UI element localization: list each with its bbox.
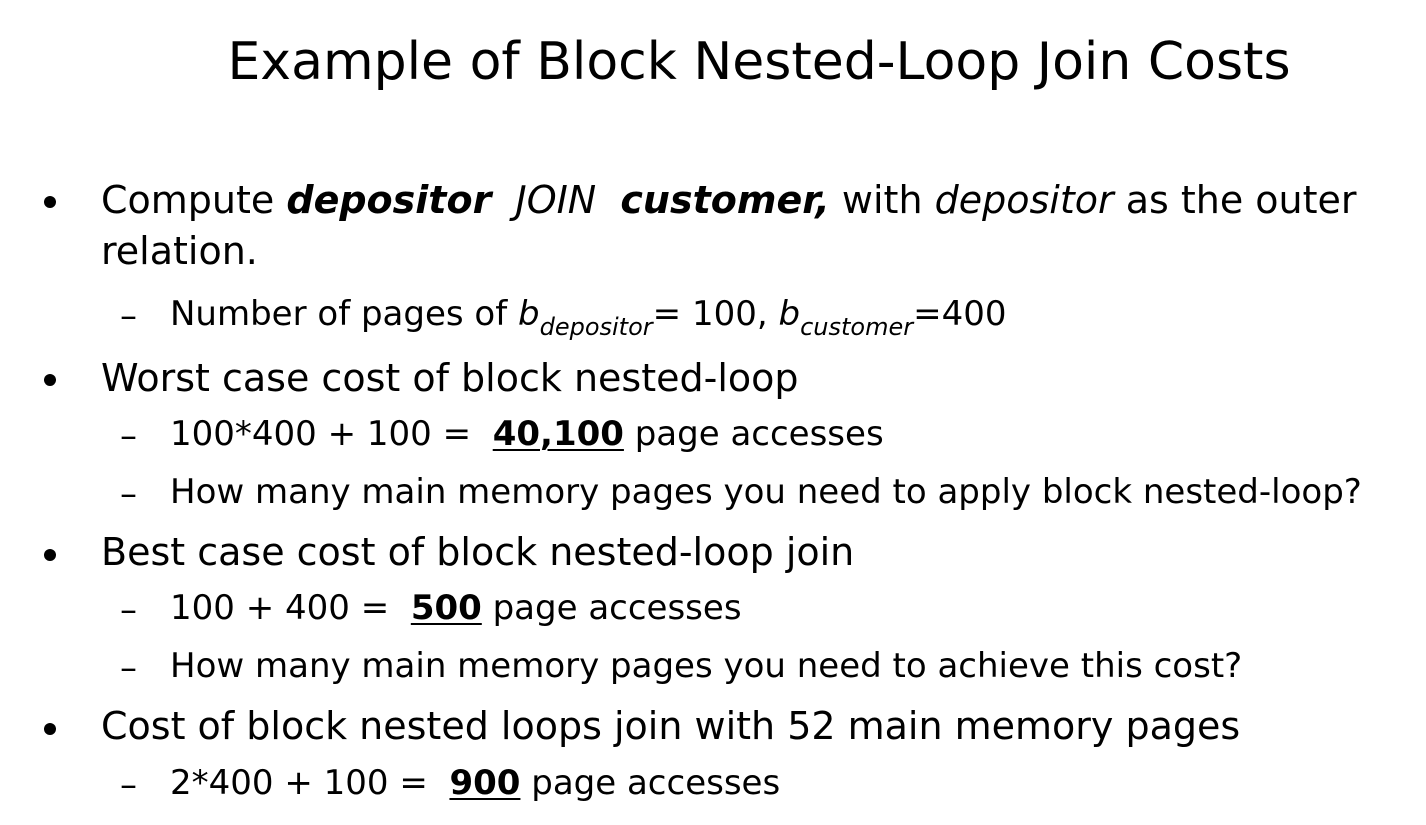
subscript-customer: customer <box>800 313 914 341</box>
sub-bullet-text: page accesses <box>481 588 742 628</box>
dash-marker: – <box>120 296 137 336</box>
sub-bullet-worst-cost <box>170 414 884 454</box>
sub-bullet-52-cost <box>170 763 780 803</box>
sub-bullet-text: 100 + 400 = <box>170 588 400 628</box>
bullet-continuation: relation. <box>101 229 258 273</box>
slide-title: Example of Block Nested-Loop Join Costs <box>227 32 1291 92</box>
bullet-text-join: JOIN <box>515 178 597 222</box>
dash-marker: – <box>120 590 137 630</box>
sub-bullet-question: How many main memory pages you need to apply block nested-loop? <box>170 472 1362 512</box>
bullet-dot <box>44 374 56 386</box>
dash-marker: – <box>120 765 137 805</box>
bullet-dot <box>44 723 56 735</box>
bullet-compute <box>101 178 1357 222</box>
bullet-worst-case: Worst case cost of block nested-loop <box>101 356 799 400</box>
cost-value: 500 <box>410 588 482 628</box>
sub-bullet-text: = 100, <box>652 294 779 334</box>
bullet-text-depositor: depositor <box>286 178 492 222</box>
sub-bullet-text: page accesses <box>623 414 884 454</box>
sub-bullet-text: 2*400 + 100 = <box>170 763 439 803</box>
sub-bullet-text: page accesses <box>520 763 781 803</box>
dash-marker: – <box>120 474 137 514</box>
subscript-depositor: depositor <box>539 313 653 341</box>
bullet-dot <box>44 196 56 208</box>
bullet-text-depositor-italic: depositor <box>934 178 1114 222</box>
bullet-text: with <box>829 178 935 222</box>
bullet-52-pages: Cost of block nested loops join with 52 main memory pages <box>101 704 1241 748</box>
dash-marker: – <box>120 648 137 688</box>
bullet-text: as the outer <box>1113 178 1357 222</box>
cost-value: 900 <box>449 763 521 803</box>
dash-marker: – <box>120 416 137 456</box>
var-b: b <box>518 294 540 334</box>
bullet-text-customer: customer, <box>620 178 830 222</box>
var-b: b <box>778 294 801 334</box>
sub-bullet-text: =400 <box>913 294 1007 334</box>
sub-bullet-pages <box>170 294 1007 341</box>
sub-bullet-question: How many main memory pages you need to achieve this cost? <box>170 646 1243 686</box>
bullet-dot <box>44 549 56 561</box>
sub-bullet-text: 100*400 + 100 = <box>170 414 482 454</box>
bullet-best-case: Best case cost of block nested-loop join <box>101 530 855 574</box>
cost-value: 40,100 <box>492 414 624 454</box>
sub-bullet-text: Number of pages of <box>170 294 518 334</box>
sub-bullet-best-cost <box>170 588 742 628</box>
bullet-text: Compute <box>101 178 287 222</box>
